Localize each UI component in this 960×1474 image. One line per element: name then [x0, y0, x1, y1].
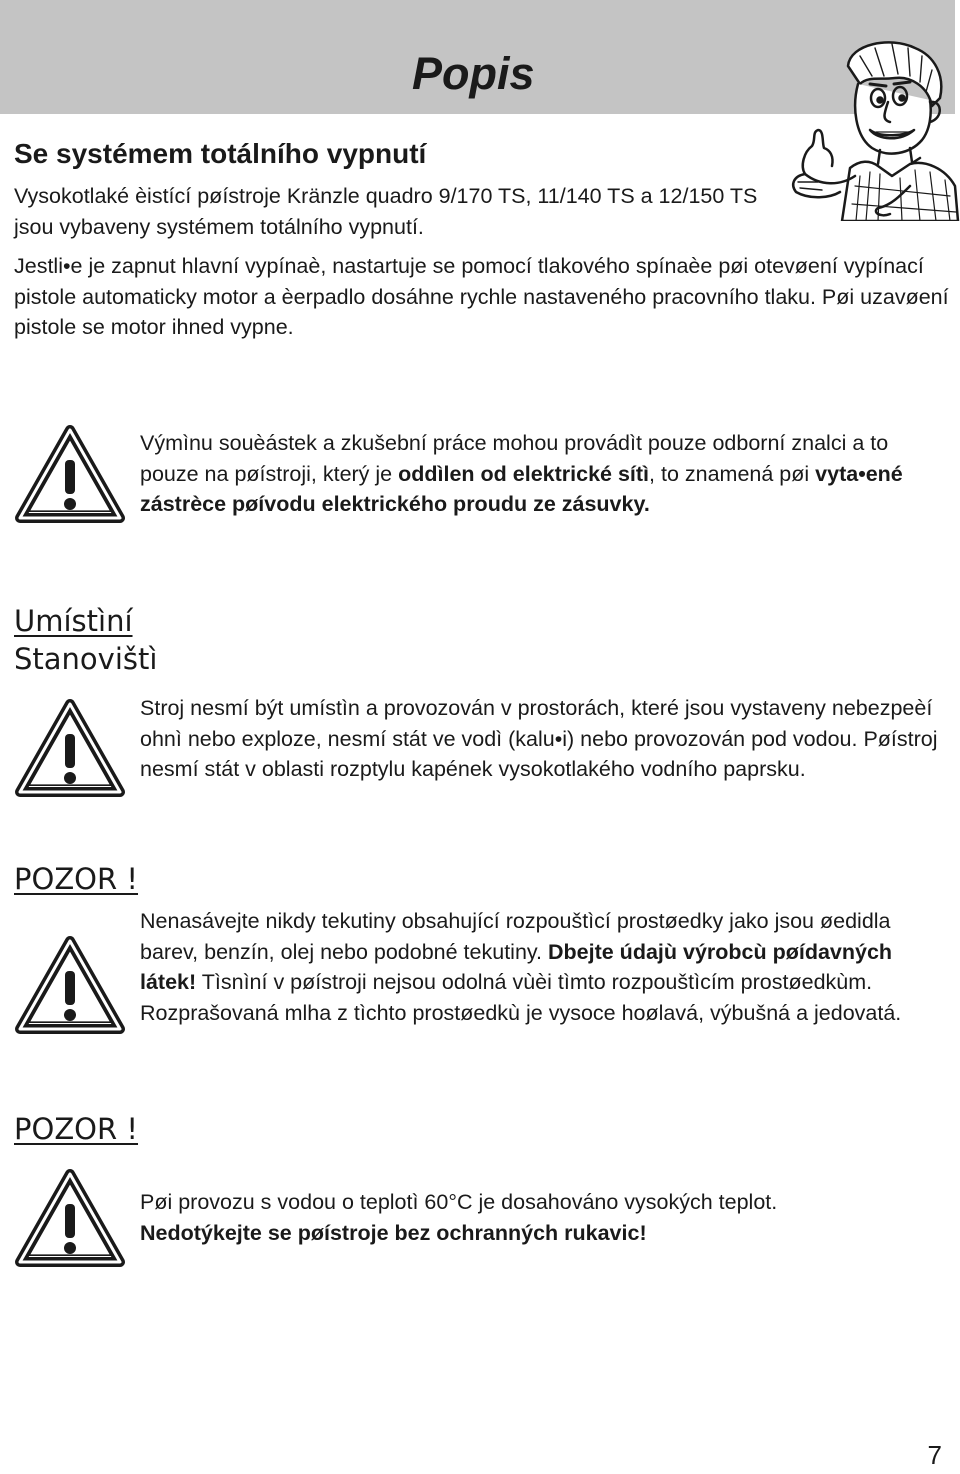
- placement-heading-2: Stanovištì: [14, 642, 158, 676]
- warning-text-4: [140, 1187, 950, 1248]
- warning-triangle-icon: [14, 698, 126, 798]
- pozor-heading-1: [14, 860, 138, 898]
- warning-triangle-icon: [14, 1168, 126, 1268]
- pozor-heading-2: [14, 1110, 138, 1148]
- intro-paragraph-2: Jestli•e je zapnut hlavní vypínaè, nastartuje se pomocí tlakového spínaèe pøi otevøení vypínací pistole automaticky motor a èerpadlo dosáhne rychle nastaveného pracovního tlaku. Pøi uzavøení pistole se motor ihned vypne.: [14, 254, 949, 339]
- warning-1-text-b: , to znamená pøi: [649, 461, 816, 486]
- page-number: 7: [927, 1440, 942, 1470]
- pozor-heading-1-text: POZOR !: [14, 862, 139, 896]
- mascot-illustration: [760, 36, 960, 221]
- section-heading-placement: [14, 602, 133, 640]
- warning-triangle-icon: [14, 935, 126, 1035]
- warning-text-2: Stroj nesmí být umístìn a provozován v prostorách, které jsou vystaveny nebezpeèí ohnì nebo exploze, nesmí stát ve vodì (kalu•i) nebo provozován pod vodou. Pøístroj nesmí stát v oblasti rozptylu kapének vysokotlakého vodního paprsku.: [140, 696, 938, 781]
- warning-triangle-icon: [14, 424, 126, 524]
- placement-heading-1: Umístìní: [14, 604, 133, 638]
- warning-text-1: [140, 428, 950, 520]
- warning-1-text-a: Výmìnu souèástek a zkušební práce mohou provádìt pouze odborní znalci a to pouze na pøístroji, který je: [140, 431, 889, 486]
- warning-3-text-b: Tìsnìní v pøístroji nejsou odolná vùèi tìmto rozpouštìcím prostøedkùm. Rozprašovaná mlha z tìchto prostøedkù je vysoce hoølavá, výbušná a jedovatá.: [140, 970, 902, 1025]
- warning-4-bold: Nedotýkejte se pøístroje bez ochranných rukavic!: [140, 1220, 647, 1245]
- warning-3-bold: Dbejte údajù výrobcù pøídavných látek!: [140, 939, 893, 994]
- page-title: Popis: [412, 48, 535, 99]
- pozor-heading-2-text: POZOR !: [14, 1112, 139, 1146]
- warning-1-bold-a: oddìlen od elektrické sítì: [398, 461, 650, 486]
- section-heading-total-stop: Se systémem totálního vypnutí: [14, 138, 427, 169]
- intro-paragraph-1: Vysokotlaké èistící pøístroje Kränzle quadro 9/170 TS, 11/140 TS a 12/150 TS jsou vybaveny systémem totálního vypnutí.: [14, 184, 758, 239]
- warning-3-text-a: Nenasávejte nikdy tekutiny obsahující rozpouštìcí prostøedky jako jsou øedidla barev, benzín, olej nebo podobné tekutiny.: [140, 909, 891, 964]
- section-heading-location: [14, 640, 157, 678]
- warning-1-bold-b: vyta•ené zástrèce pøívodu elektrického proudu ze zásuvky.: [140, 461, 903, 516]
- warning-4-line-1: Pøi provozu s vodou o teplotì 60°C je dosahováno vysokých teplot.: [140, 1190, 778, 1214]
- warning-text-3: [140, 906, 950, 1028]
